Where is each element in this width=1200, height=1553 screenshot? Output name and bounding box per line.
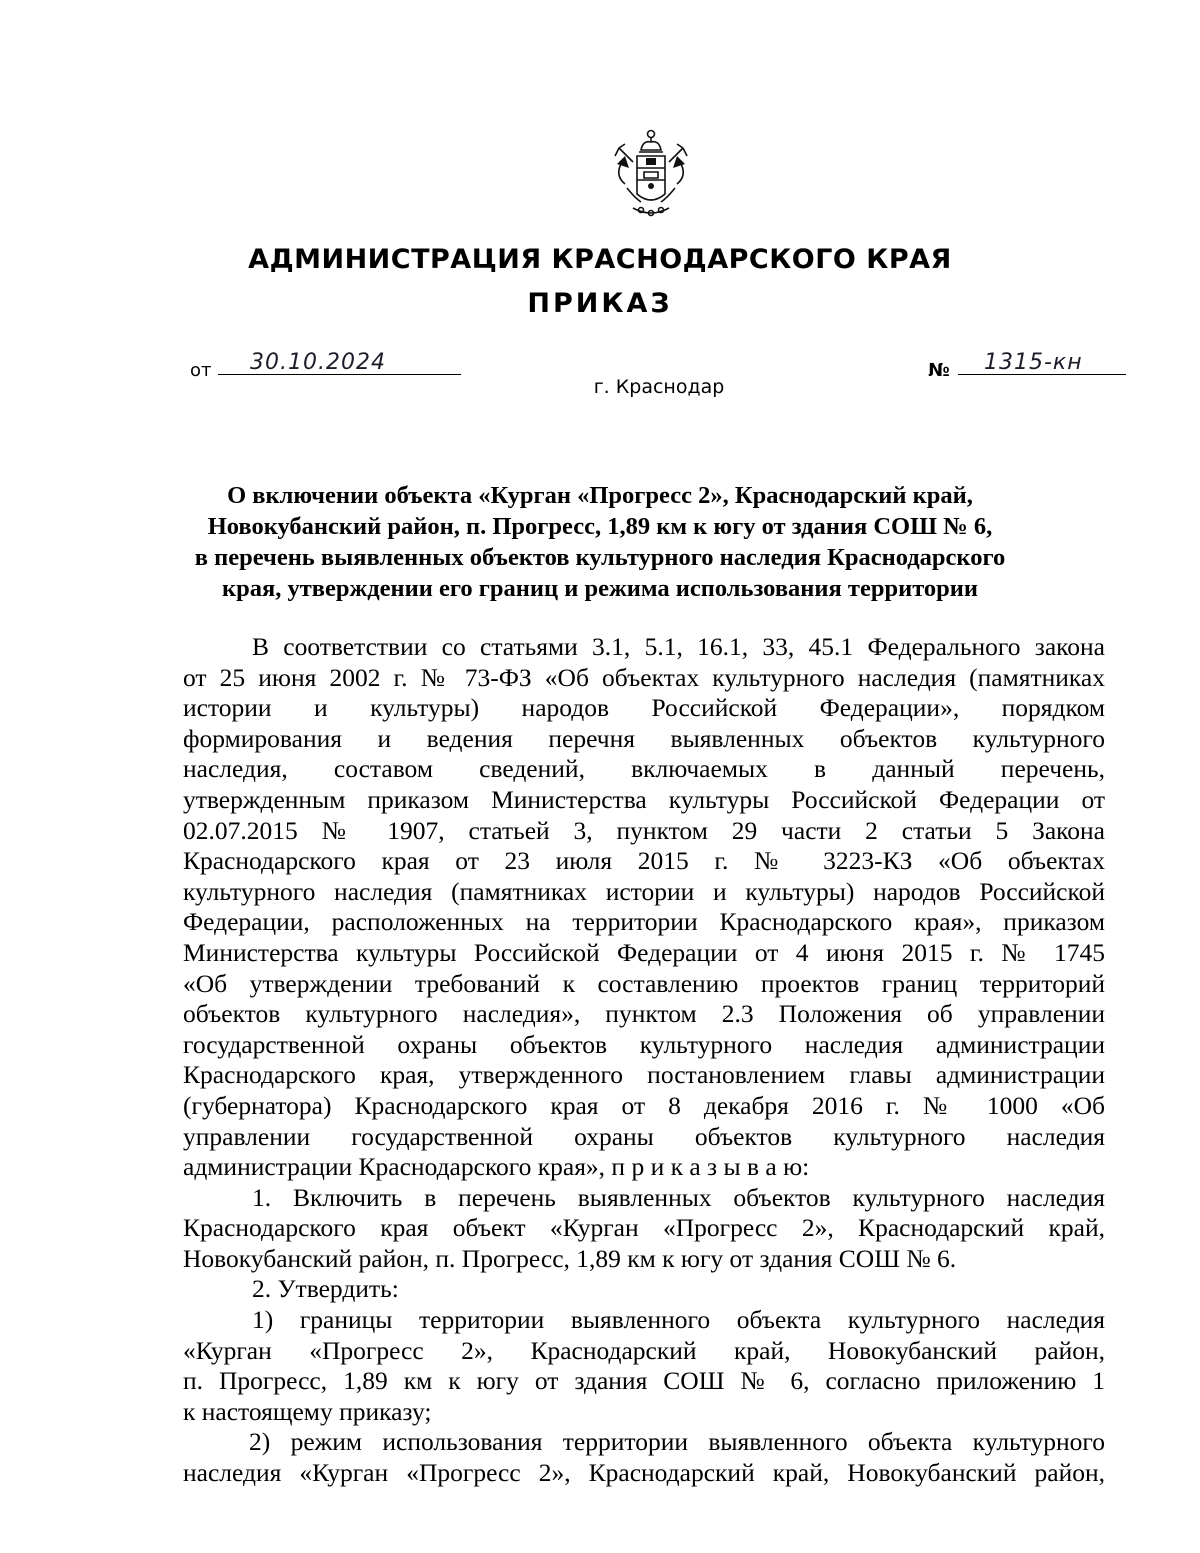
title-line: О включении объекта «Курган «Прогресс 2», Краснодарский край,: [227, 482, 973, 509]
number-handwritten: 1315-кн: [984, 350, 1083, 375]
body-line: Федерации, расположенных на территории Краснодарского края», приказом: [183, 907, 1105, 937]
body-line: от 25 июня 2002 г. № 73-ФЗ «Об объектах культурного наследия (памятниках: [183, 662, 1105, 692]
document-body: [183, 632, 1105, 1489]
body-line: истории и культуры) народов Российской Федерации», порядком: [183, 693, 1105, 723]
body-line: администрации Краснодарского края», п р и к а з ы в а ю:: [183, 1152, 810, 1182]
title-line: в перечень выявленных объектов культурного наследия Краснодарского: [194, 544, 1006, 571]
city: г. Краснодар: [593, 376, 725, 398]
body-line: 1) границы территории выявленного объекта культурного наследия: [252, 1305, 1105, 1335]
body-line: 02.07.2015 № 1907, статьей 3, пунктом 29 части 2 статьи 5 Закона: [183, 815, 1105, 845]
number-label: №: [928, 360, 950, 381]
body-line: объектов культурного наследия», пунктом 2.3 Положения об управлении: [183, 999, 1105, 1029]
title-line: края, утверждении его границ и режима использования территории: [221, 575, 979, 602]
body-line: культурного наследия (памятниках истории и культуры) народов Российской: [183, 876, 1105, 906]
body-line: к настоящему приказу;: [183, 1396, 432, 1426]
title-line: Новокубанский район, п. Прогресс, 1,89 км к югу от здания СОШ № 6,: [207, 513, 993, 540]
body-line: формирования и ведения перечня выявленных объектов культурного: [183, 723, 1105, 753]
body-line: (губернатора) Краснодарского края от 8 декабря 2016 г. № 1000 «Об: [183, 1090, 1105, 1120]
date-handwritten: 30.10.2024: [250, 350, 386, 375]
body-line: Министерства культуры Российской Федерации от 4 июня 2015 г. № 1745: [183, 937, 1105, 967]
body-line: Краснодарского края объект «Курган «Прогресс 2», Краснодарский край,: [183, 1213, 1105, 1243]
date-label: от: [190, 360, 212, 381]
body-line: В соответствии со статьями 3.1, 5.1, 16.1, 33, 45.1 Федерального закона: [252, 632, 1105, 661]
body-line: Краснодарского края от 23 июля 2015 г. № 3223-КЗ «Об объектах: [183, 846, 1105, 876]
body-line: наследия «Курган «Прогресс 2», Краснодарский край, Новокубанский район,: [183, 1458, 1105, 1488]
body-line: утвержденным приказом Министерства культуры Российской Федерации от: [183, 784, 1105, 814]
body-line: 2) режим использования территории выявленного объекта культурного: [249, 1427, 1105, 1457]
document-type: ПРИКАЗ: [527, 288, 673, 319]
body-line: Краснодарского края, утвержденного постановлением главы администрации: [183, 1060, 1105, 1090]
body-line: наследия, составом сведений, включаемых в данный перечень,: [183, 754, 1105, 784]
body-line: управлении государственной охраны объектов культурного наследия: [183, 1121, 1105, 1151]
coat-of-arms-emblem: [611, 128, 691, 220]
body-line: «Об утверждении требований к составлению проектов границ территорий: [183, 968, 1105, 998]
body-line: государственной охраны объектов культурного наследия администрации: [183, 1029, 1105, 1059]
document-title: [160, 480, 1040, 604]
body-line: 2. Утвердить:: [252, 1274, 399, 1304]
organization-name: АДМИНИСТРАЦИЯ КРАСНОДАРСКОГО КРАЯ: [248, 244, 952, 275]
body-line: п. Прогресс, 1,89 км к югу от здания СОШ № 6, согласно приложению 1: [183, 1366, 1105, 1396]
body-line: «Курган «Прогресс 2», Краснодарский край, Новокубанский район,: [183, 1335, 1105, 1365]
body-line: Новокубанский район, п. Прогресс, 1,89 км к югу от здания СОШ № 6.: [183, 1243, 957, 1273]
body-line: 1. Включить в перечень выявленных объектов культурного наследия: [252, 1182, 1105, 1212]
